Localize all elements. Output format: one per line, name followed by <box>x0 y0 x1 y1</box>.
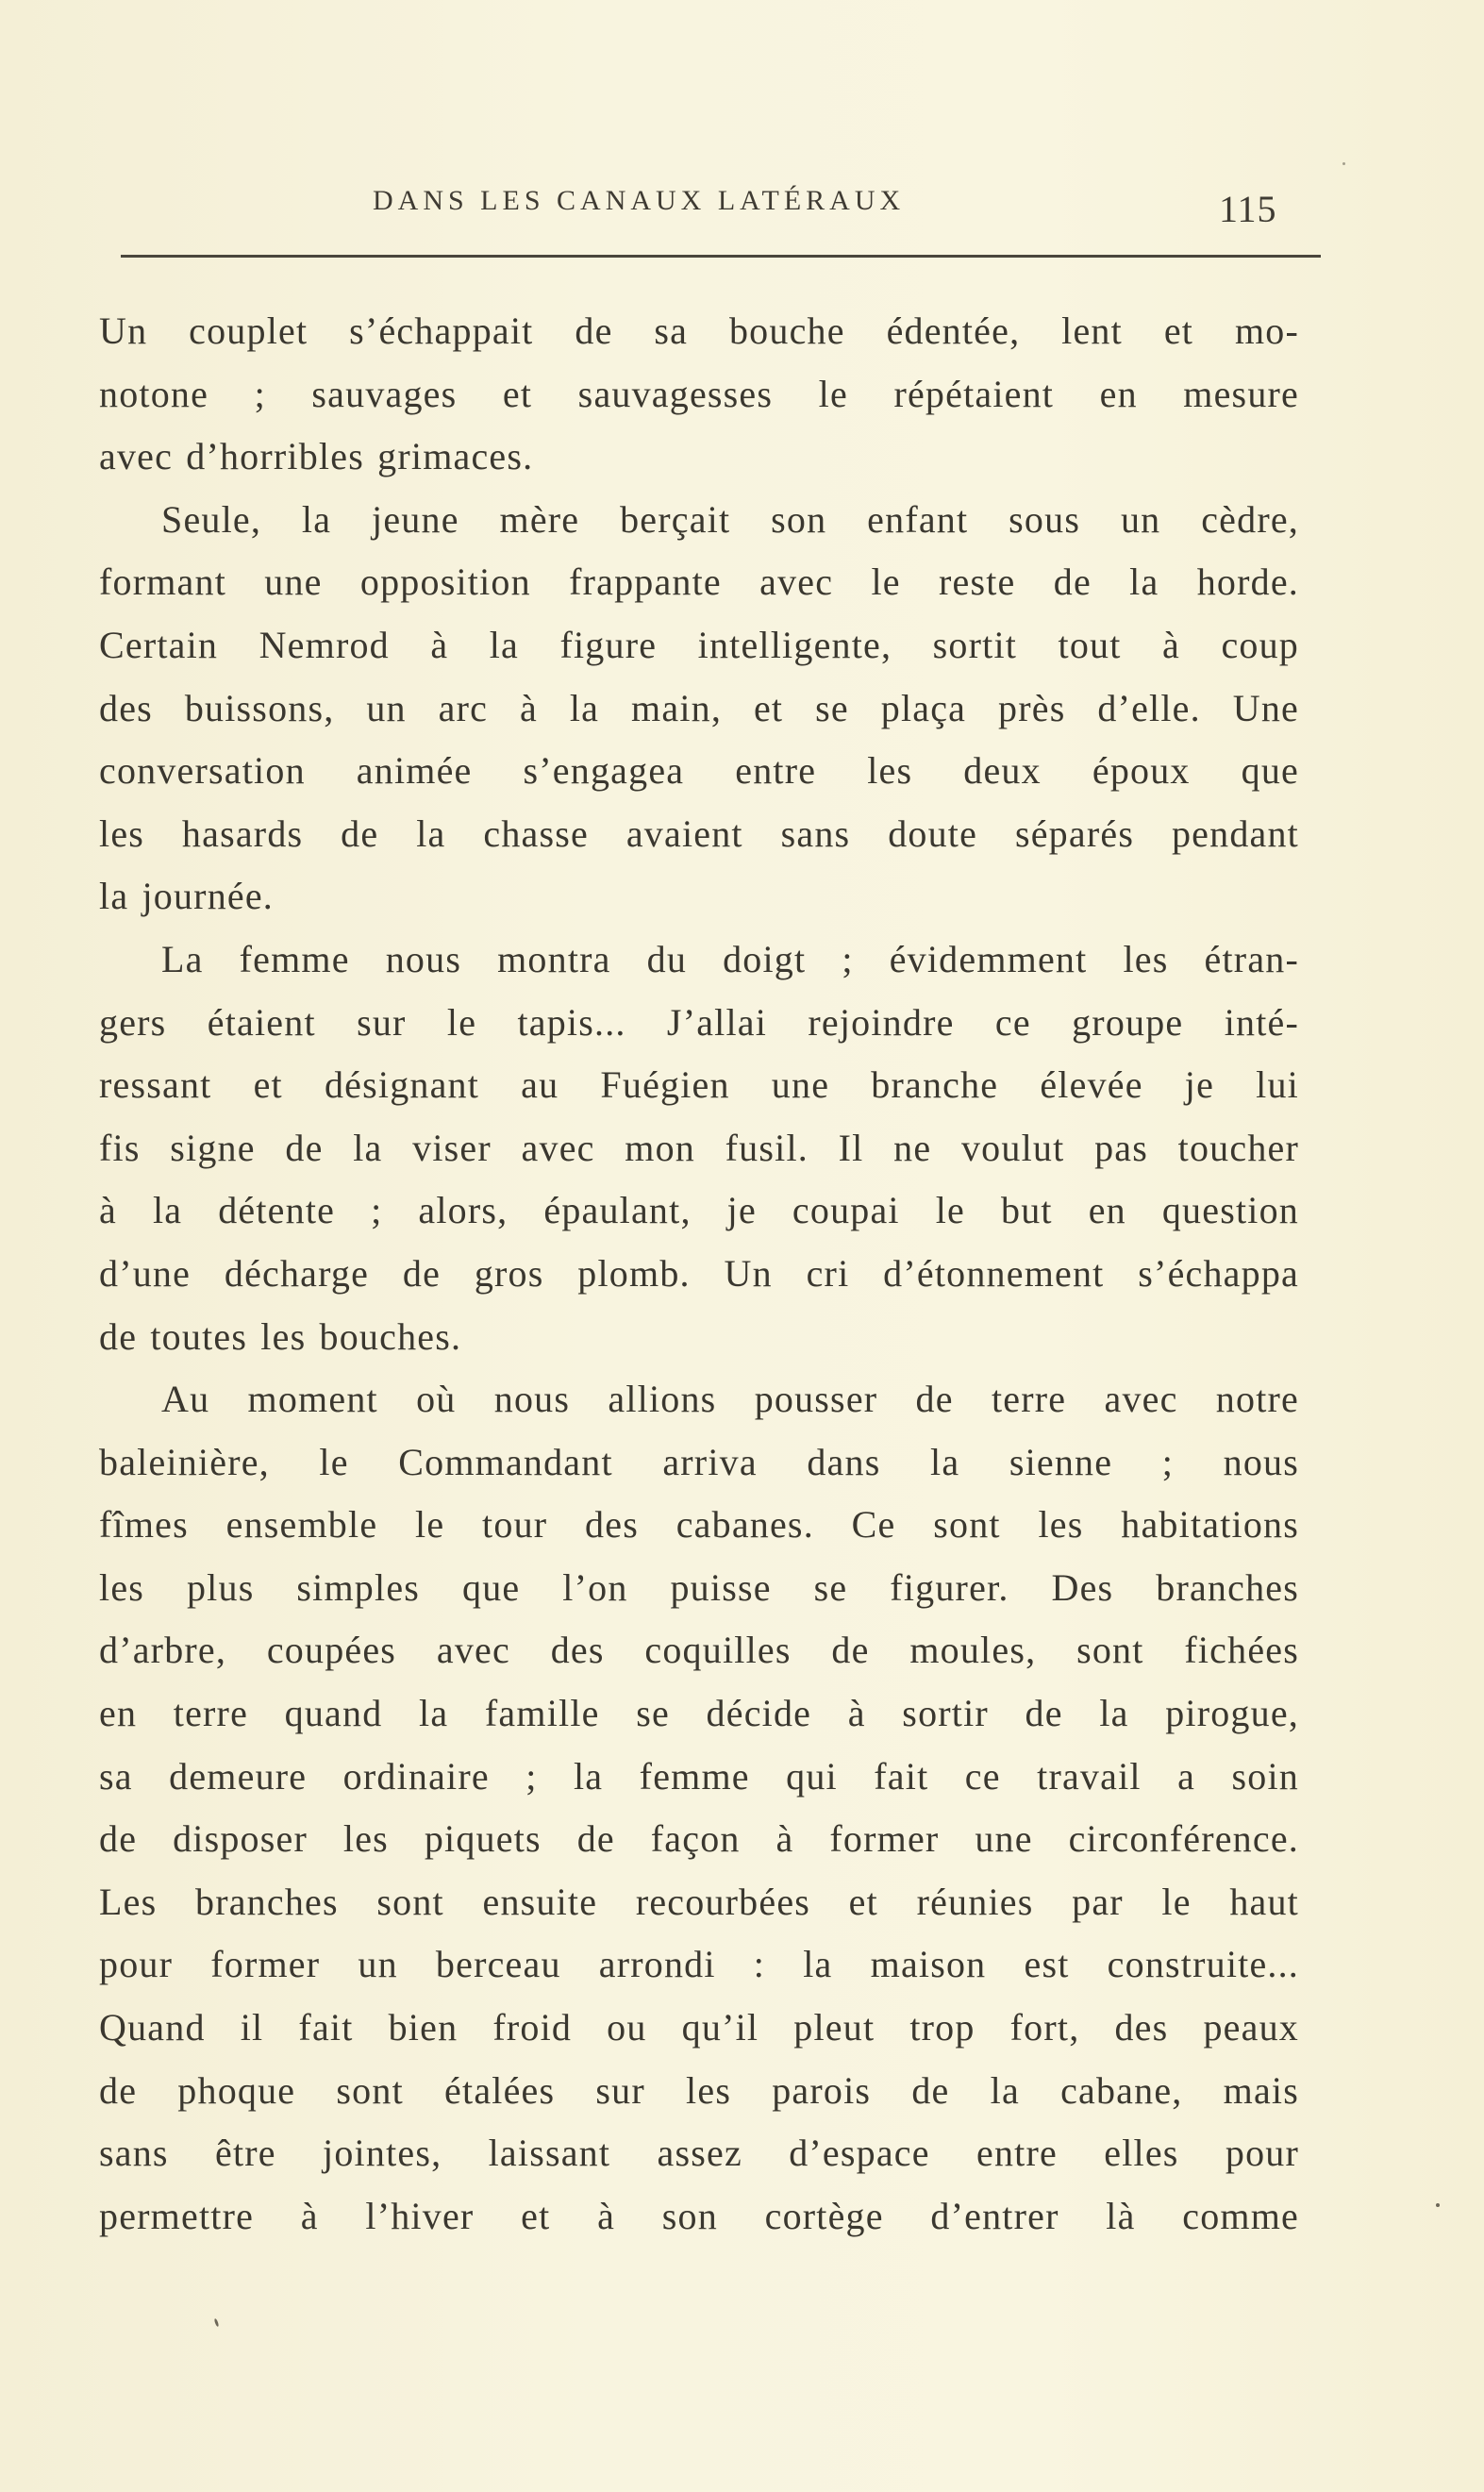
text-line: la journée. <box>99 875 275 918</box>
text-line: La femme nous montra du doigt ; évidemment les étran- <box>161 937 1299 980</box>
text-line: les plus simples que l’on puisse se figurer. Des branches <box>99 1565 1299 1609</box>
text-line: fis signe de la viser avec mon fusil. Il ne voulut pas toucher <box>99 1126 1299 1169</box>
text-line: notone ; sauvages et sauvagesses le répétaient en mesure <box>99 372 1299 415</box>
text-line: permettre à l’hiver et à son cortège d’entrer là comme <box>99 2194 1299 2237</box>
text-line: Les branches sont ensuite recourbées et réunies par le haut <box>99 1880 1299 1923</box>
text-line: gers étaient sur le tapis... J’allai rejoindre ce groupe inté- <box>99 1000 1299 1044</box>
text-line: sans être jointes, laissant assez d’espace entre elles pour <box>99 2132 1299 2175</box>
text-line: conversation animée s’engagea entre les deux époux que <box>99 749 1299 793</box>
text-line: de phoque sont étalées sur les parois de la cabane, mais <box>99 2068 1299 2112</box>
text-line: baleinière, le Commandant arriva dans la sienne ; nous <box>99 1440 1299 1483</box>
body-text <box>99 300 1299 2248</box>
running-head: DANS LES CANAUX LATÉRAUX <box>373 185 906 216</box>
text-line: avec d’horribles grimaces. <box>99 435 534 478</box>
page-number: 115 <box>1219 188 1277 230</box>
header-rule <box>121 255 1321 258</box>
text-line: en terre quand la famille se décide à sortir de la pirogue, <box>99 1692 1299 1735</box>
paper-speck <box>1342 162 1345 165</box>
text-line: des buissons, un arc à la main, et se plaça près d’elle. Une <box>99 686 1299 729</box>
text-line: de disposer les piquets de façon à former une circonférence. <box>99 1817 1299 1861</box>
text-line: sa demeure ordinaire ; la femme qui fait ce travail a soin <box>99 1754 1299 1798</box>
text-line: Au moment où nous allions pousser de terre avec notre <box>161 1378 1299 1421</box>
text-line: Certain Nemrod à la figure intelligente, sortit tout à coup <box>99 623 1299 666</box>
text-line: de toutes les bouches. <box>99 1314 462 1358</box>
text-line: Un couplet s’échappait de sa bouche édentée, lent et mo- <box>99 309 1299 352</box>
text-line: pour former un berceau arrondi : la maison est construite... <box>99 1943 1299 1986</box>
text-line: d’arbre, coupées avec des coquilles de moules, sont fichées <box>99 1629 1299 1672</box>
text-line: d’une décharge de gros plomb. Un cri d’étonnement s’échappa <box>99 1251 1299 1295</box>
text-line: Quand il fait bien froid ou qu’il pleut trop fort, des peaux <box>99 2006 1299 2049</box>
text-line: Seule, la jeune mère berçait son enfant sous un cèdre, <box>161 497 1299 541</box>
paper-speck <box>214 2318 220 2327</box>
text-line: formant une opposition frappante avec le reste de la horde. <box>99 560 1299 604</box>
text-line: les hasards de la chasse avaient sans doute séparés pendant <box>99 811 1299 855</box>
paper-speck <box>1436 2203 1440 2207</box>
text-line: fîmes ensemble le tour des cabanes. Ce sont les habitations <box>99 1503 1299 1547</box>
text-line: ressant et désignant au Fuégien une branche élevée je lui <box>99 1063 1299 1107</box>
text-line: à la détente ; alors, épaulant, je coupai le but en question <box>99 1189 1299 1232</box>
